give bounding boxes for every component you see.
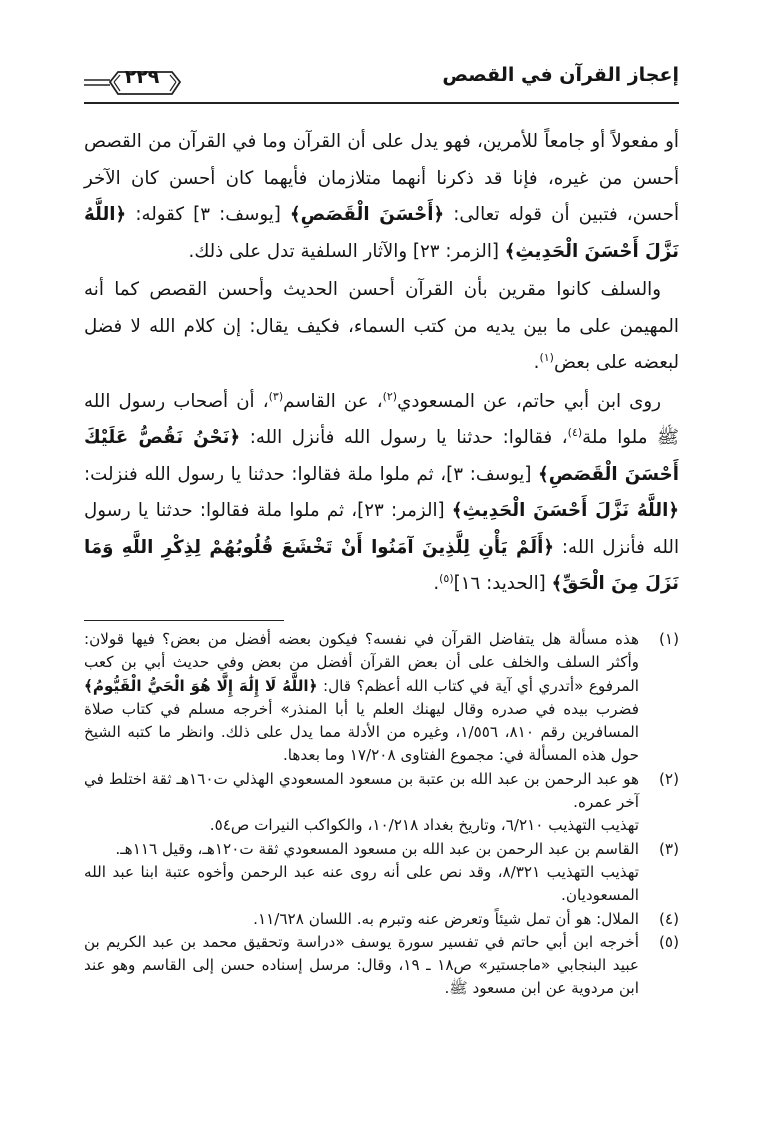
footnotes — [84, 628, 679, 1001]
page-header — [84, 62, 679, 106]
footnote-ref[interactable]: (١) — [539, 350, 554, 364]
text: [يوسف: ٣] كقوله: — [126, 204, 291, 225]
text: ، عن القاسم — [283, 390, 383, 412]
quran-quote: ﴿اللَّهُ لَا إِلَٰهَ إِلَّا هُوَ الْحَيُّ الْقَيُّومُ﴾ — [84, 676, 318, 695]
quran-quote: ﴿اللَّهُ نَزَّلَ أَحْسَنَ الْحَدِيثِ﴾ — [451, 500, 679, 521]
main-text — [84, 124, 679, 605]
text: . — [433, 573, 440, 594]
footnote-number: (٢) — [658, 769, 679, 788]
text: ، فقالوا: حدثنا يا رسول الله فأنزل الله: — [240, 427, 568, 448]
footnote-ref[interactable]: (٥) — [439, 571, 454, 585]
text: روى ابن أبي حاتم، عن المسعودي — [397, 390, 661, 412]
page-number: ٢٢٩ — [124, 66, 160, 88]
footnote-text: تهذيب التهذيب ٦/٢١٠، وتاريخ بغداد ١٠/٢١٨، والكواكب النيرات ص٥٤. — [209, 816, 639, 835]
footnote-4 — [84, 908, 679, 931]
footnote-number: (١) — [658, 630, 679, 648]
footnote-text: القاسم بن عبد الرحمن بن عبد الله بن مسعود المسعودي ثقة ت١٢٠هـ، وقيل ١١٦هـ. — [115, 839, 639, 858]
text: [يوسف: ٣]، ثم ملوا ملة فقالوا: حدثنا يا رسول الله فنزلت: — [84, 463, 539, 485]
footnote-2 — [84, 768, 679, 838]
text: والسلف كانوا مقرين بأن القرآن أحسن الحديث وأحسن القصص كما أنه المهيمن على ما بين يديه من كتب السماء، فكيف يقال: إن كلام الله لا فضل لبعضه على بعض — [84, 279, 679, 373]
page-number-ornament — [84, 62, 194, 102]
footnote-text: أخرجه ابن أبي حاتم في تفسير سورة يوسف «دراسة وتحقيق محمد بن عبد الكريم بن عبيد البنجابي «ماجستير» ص١٨ ـ ١٩، وقال: مرسل إسناده حسن إلى القاسم وهو عند ابن مردوية عن ابن مسعود ﷺ. — [84, 932, 639, 998]
footnote-number: (٤) — [658, 909, 679, 928]
text: [الحديد: ١٦] — [453, 573, 552, 594]
quran-quote: ﴿اللَّهُ نَزَّلَ أَحْسَنَ الْحَدِيثِ﴾ — [84, 204, 679, 262]
footnote-text: الملال: هو أن تمل شيئاً وتعرض عنه وتبرم به. اللسان ١١/٦٢٨. — [253, 909, 639, 928]
text: ، أن أصحاب رسول الله ﷺ ملوا ملة — [84, 390, 679, 448]
paragraph-1 — [84, 124, 679, 270]
footnote-number: (٥) — [658, 932, 679, 951]
footnote-text: هو عبد الرحمن بن عبد الله بن عتبة بن مسعود المسعودي الهذلي ت١٦٠هـ ثقة اختلط في آخر عمره. — [84, 769, 639, 812]
footnote-ref[interactable]: (٢) — [382, 389, 398, 403]
quran-quote: ﴿أَلَمْ يَأْنِ لِلَّذِينَ آمَنُوا أَنْ تَخْشَعَ قُلُوبُهُمْ لِذِكْرِ اللَّهِ وَمَا نَزَلَ مِنَ الْحَقِّ﴾ — [84, 536, 679, 594]
footnote-text: هذه مسألة هل يتفاضل القرآن في نفسه؟ فيكون بعضه أفضل من بعض؟ فيها قولان: وأكثر السلف والخلف على أن بعض القرآن أفضل من بعض وفي حديث أبي بن كعب المرفوع «أتدري أي آية في كتاب الله أعظم؟ قال: — [84, 630, 639, 695]
running-title: إعجاز القرآن في القصص — [442, 64, 679, 86]
footnote-ref[interactable]: (٤) — [567, 425, 583, 439]
text: أو مفعولاً أو جامعاً للأمرين، فهو يدل على أن القرآن وما في القرآن من القصص أحسن من غيره، فإنا قد ذكرنا أنهما متلازمان فأيهما كان أحسن كان الآخر أحسن، فتبين أن قوله تعالى: — [84, 131, 680, 225]
paragraph-3 — [84, 384, 679, 603]
paragraph-2 — [84, 272, 679, 382]
footnote-1 — [84, 628, 679, 768]
footnote-text: تهذيب التهذيب ٨/٣٢١، وقد نص على أنه روى عنه عبد الرحمن وأخوه عتبة ابنا عبد الله المسعوديان. — [84, 862, 639, 905]
footnote-text: فضرب بيده في صدره وقال ليهنك العلم يا أبا المنذر» أخرجه مسلم في كتاب صلاة المسافرين رقم ٨١٠، ١/٥٥٦، وغيره من الأدلة مما يدل على ذلك. وانظر ما كتبه الشيخ حول هذه المسألة في: مجموع الفتاوى ١٧/٢٠٨ وما بعدها. — [84, 699, 639, 765]
text: [الزمر: ٢٣] والآثار السلفية تدل على ذلك. — [188, 240, 505, 262]
footnote-separator — [84, 620, 284, 621]
footnote-3 — [84, 838, 679, 908]
footnote-number: (٣) — [658, 839, 679, 858]
text: . — [533, 352, 540, 373]
footnote-ref[interactable]: (٣) — [268, 389, 284, 403]
text: [الزمر: ٢٣]، ثم ملوا ملة فقالوا: حدثنا يا رسول الله فأنزل الله: — [84, 500, 679, 558]
header-rule — [84, 102, 679, 104]
quran-quote: ﴿نَحْنُ نَقُصُّ عَلَيْكَ أَحْسَنَ الْقَصَصِ﴾ — [84, 427, 679, 485]
footnote-5 — [84, 931, 679, 1001]
quran-quote: ﴿أَحْسَنَ الْقَصَصِ﴾ — [290, 204, 445, 225]
